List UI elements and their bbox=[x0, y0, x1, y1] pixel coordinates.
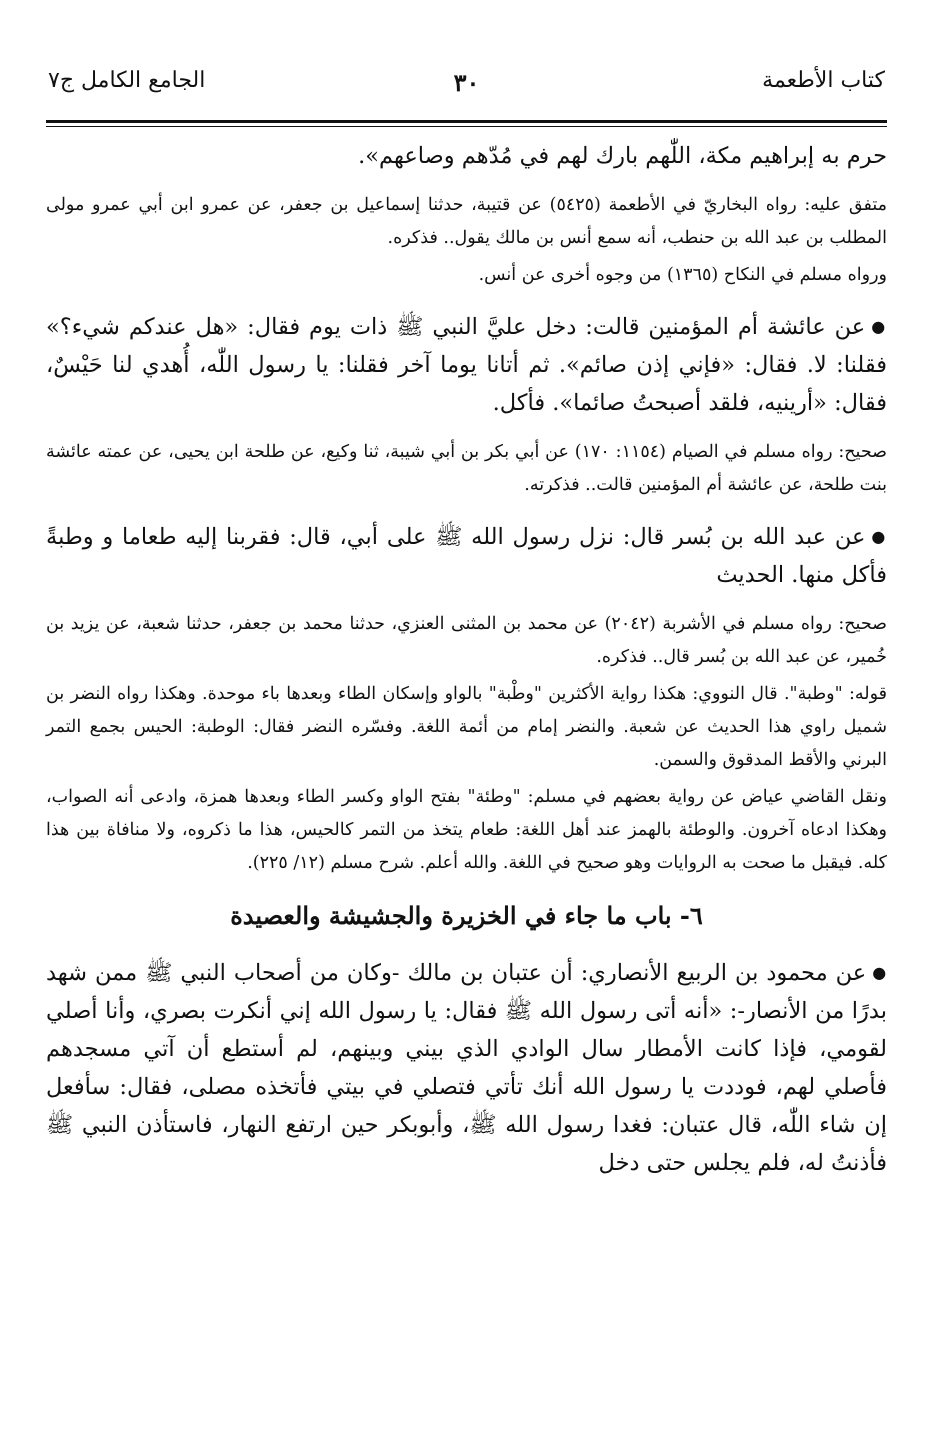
page-number: ٣٠ bbox=[453, 68, 480, 97]
paragraph-text: حرم به إبراهيم مكة، اللّٰهم بارك لهم في مُدّهم وصاعهم». bbox=[358, 143, 887, 169]
bullet-dot-icon: ● bbox=[872, 963, 887, 982]
paragraph-text: صحيح: رواه مسلم في الأشربة (٢٠٤٢) عن محمد بن المثنى العنزي، حدثنا محمد بن جعفر، حدثنا شعبة، عن يزيد بن خُمير، عن عبد الله بن بُسر قال.. فذكره. bbox=[46, 614, 887, 667]
page-body bbox=[46, 137, 887, 1182]
hadith-paragraph bbox=[46, 308, 887, 422]
footnote-paragraph bbox=[46, 259, 887, 292]
hadith-paragraph bbox=[46, 518, 887, 594]
paragraph-text: عن عبد الله بن بُسر قال: نزل رسول الله ﷺ على أبي، قال: فقربنا إليه طعاما و وطبةً فأكل منها. الحديث bbox=[46, 524, 887, 588]
running-header bbox=[46, 58, 887, 120]
bullet-dot-icon: ● bbox=[871, 527, 887, 546]
section-heading: ٦- باب ما جاء في الخزيرة والجشيشة والعصيدة bbox=[230, 901, 703, 930]
paragraph-text: قوله: "وطبة". قال النووي: هكذا رواية الأكثرين "وطْبة" بالواو وإسكان الطاء وبعدها باء موحدة. وهكذا رواه النضر بن شميل راوي هذا الحديث عن شعبة. والنضر إمام من أئمة اللغة. وفسّره النضر فقال: الوطبة: الحيس بجمع التمر البرني والأقط المدقوق والسمن. bbox=[46, 684, 887, 770]
paragraph-text: صحيح: رواه مسلم في الصيام (١١٥٤: ١٧٠) عن أبي بكر بن أبي شيبة، ثنا وكيع، عن طلحة ابن يحيى، عن عمته عائشة بنت طلحة، عن عائشة أم المؤمنين قالت.. فذكرته. bbox=[46, 442, 887, 495]
footnote-paragraph bbox=[46, 189, 887, 255]
book-page bbox=[0, 58, 943, 1438]
paragraph-text: عن محمود بن الربيع الأنصاري: أن عتبان بن مالك -وكان من أصحاب النبي ﷺ ممن شهد بدرًا من الأنصار-: «أنه أتى رسول الله ﷺ فقال: يا رسول الله إني أنكرت بصري، وأنا أصلي لقومي، فإذا كانت الأمطار سال الوادي الذي بيني وبينهم، لم أستطع أن آتي مسجدهم فأصلي لهم، فوددت يا رسول الله أنك تأتي فتصلي في بيتي فأتخذه مصلى، فقال: سأفعل إن شاء اللّٰه، قال عتبان: فغدا رسول الله ﷺ، وأبوبكر حين ارتفع النهار، فاستأذن النبي ﷺ فأذنتُ له، فلم يجلس حتى دخل bbox=[46, 960, 887, 1176]
footnote-paragraph bbox=[46, 781, 887, 880]
volume-title: الجامع الكامل ج٧ bbox=[48, 68, 206, 93]
bullet-dot-icon: ● bbox=[871, 317, 887, 336]
book-title: كتاب الأطعمة bbox=[762, 68, 885, 93]
footnote-paragraph bbox=[46, 436, 887, 502]
paragraph-text: عن عائشة أم المؤمنين قالت: دخل عليَّ النبي ﷺ ذات يوم فقال: «هل عندكم شيء؟» فقلنا: لا. فقال: «فإني إذن صائم». ثم أتانا يوما آخر فقلنا: يا رسول اللّٰه، أُهدي لنا حَيْسٌ، فقال: «أرينيه، فلقد أصبحتُ صائما». فأكل. bbox=[46, 314, 887, 416]
main-paragraph bbox=[46, 137, 887, 175]
paragraph-text: ورواه مسلم في النكاح (١٣٦٥) من وجوه أخرى عن أنس. bbox=[478, 265, 887, 285]
footnote-paragraph bbox=[46, 678, 887, 777]
header-rule-thick bbox=[46, 120, 887, 123]
paragraph-text: ونقل القاضي عياض عن رواية بعضهم في مسلم: "وطئة" بفتح الواو وكسر الطاء وبعدها همزة، وادعى أنه الصواب، وهكذا ادعاه آخرون. والوطئة بالهمز عند أهل اللغة: طعام يتخذ من التمر كالحيس، هذا ما ذكروه، ولا منافاة بين هذا كله. فيقبل ما صحت به الروايات وهو صحيح في اللغة. والله أعلم. شرح مسلم (١٢/ ٢٢٥). bbox=[46, 787, 887, 873]
footnote-paragraph bbox=[46, 608, 887, 674]
paragraph-text: متفق عليه: رواه البخاريّ في الأطعمة (٥٤٢٥) عن قتيبة، حدثنا إسماعيل بن جعفر، عن عمرو ابن أبي عمرو مولى المطلب بن عبد الله بن حنطب، أنه سمع أنس بن مالك يقول.. فذكره. bbox=[46, 195, 887, 248]
hadith-paragraph bbox=[46, 954, 887, 1182]
header-rule-thin bbox=[46, 126, 887, 127]
